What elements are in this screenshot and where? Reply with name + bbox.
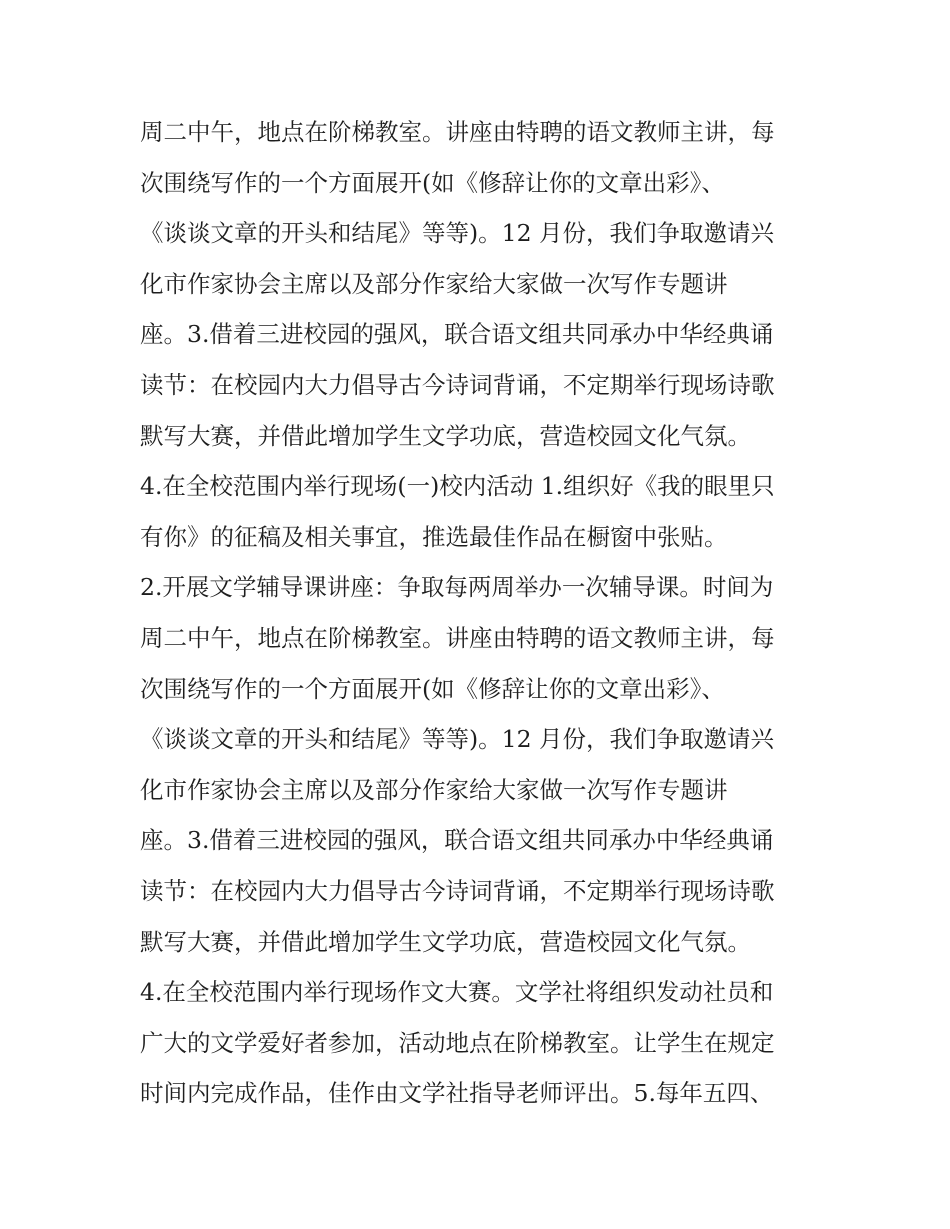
text-line: 座。3.借着三进校园的强风，联合语文组共同承办中华经典诵 bbox=[140, 320, 774, 349]
text-line: 默写大赛，并借此增加学生文学功底，营造校园文化气氛。 bbox=[140, 927, 751, 956]
text-line: 读节：在校园内大力倡导古今诗词背诵，不定期举行现场诗歌 bbox=[140, 370, 775, 399]
text-line: 读节：在校园内大力倡导古今诗词背诵，不定期举行现场诗歌 bbox=[140, 876, 775, 905]
text-line: 次围绕写作的一个方面展开(如《修辞让你的文章出彩》、 bbox=[140, 168, 725, 197]
text-line: 广大的文学爱好者参加，活动地点在阶梯教室。让学生在规定 bbox=[140, 1028, 775, 1057]
text-line: 4.在全校范围内举行现场(一)校内活动 1.组织好《我的眼里只 bbox=[140, 472, 775, 501]
text-line: 化市作家协会主席以及部分作家给大家做一次写作专题讲 bbox=[140, 269, 728, 298]
text-line: 次围绕写作的一个方面展开(如《修辞让你的文章出彩》、 bbox=[140, 674, 725, 703]
text-line: 《谈谈文章的开头和结尾》等等)。12 月份，我们争取邀请兴 bbox=[140, 219, 775, 248]
text-line: 2.开展文学辅导课讲座：争取每两周举办一次辅导课。时间为 bbox=[140, 573, 774, 602]
body-text bbox=[140, 107, 830, 1119]
text-line: 默写大赛，并借此增加学生文学功底，营造校园文化气氛。 bbox=[140, 421, 751, 450]
text-line: 周二中午，地点在阶梯教室。讲座由特聘的语文教师主讲，每 bbox=[140, 623, 775, 652]
text-line: 时间内完成作品，佳作由文学社指导老师评出。5.每年五四、 bbox=[140, 1079, 774, 1108]
text-line: 有你》的征稿及相关事宜，推选最佳作品在橱窗中张贴。 bbox=[140, 522, 728, 551]
text-line: 《谈谈文章的开头和结尾》等等)。12 月份，我们争取邀请兴 bbox=[140, 725, 775, 754]
text-line: 化市作家协会主席以及部分作家给大家做一次写作专题讲 bbox=[140, 775, 728, 804]
text-line: 周二中午，地点在阶梯教室。讲座由特聘的语文教师主讲，每 bbox=[140, 118, 775, 146]
text-line: 座。3.借着三进校园的强风，联合语文组共同承办中华经典诵 bbox=[140, 826, 774, 855]
text-line: 4.在全校范围内举行现场作文大赛。文学社将组织发动社员和 bbox=[140, 978, 774, 1007]
